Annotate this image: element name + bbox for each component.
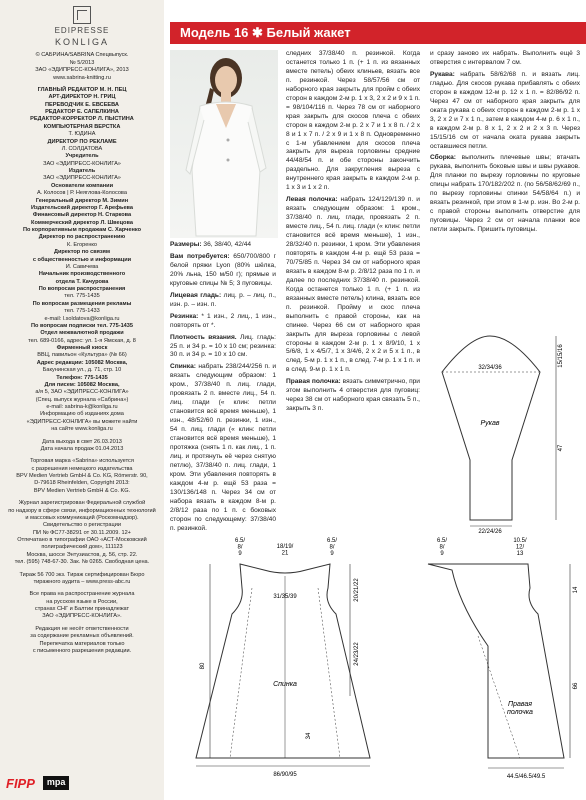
imprint-line: Свидетельство о регистрации [43,522,121,529]
imprint-line: по надзору в сфере связи, информационных технологий [8,507,156,514]
back-shoulder-right: 6.5/ 8/ 9 [326,538,338,557]
imprint-line: ДИРЕКТОР ПО РЕКЛАМЕ [47,138,117,145]
paragraph-heading: Рукава: [430,70,455,78]
imprint-line: Торговая марка «Sabrina» используется [30,458,134,465]
imprint-line: По вопросам распространения [38,286,126,293]
sleeve-cap-height: 15/15/16 [558,344,564,368]
front-hem-width: 44.5/46.5/49.5 [506,774,546,780]
text-column-1 [170,241,276,537]
imprint-line: По корпоративным продажам С. Харченко [22,227,142,234]
imprint-line: ЗАО «ЭДИПРЕСС-КОНЛИГА». [42,613,122,620]
instruction-paragraph [170,313,276,331]
instruction-paragraph [286,378,420,414]
imprint-line: РЕДАКТОР Е. САПЕЛКИНА [45,109,119,116]
paragraph-heading: Левая полочка: [286,196,338,204]
imprint-line: ЗАО «ЭДИПРЕСС-КОНЛИГА» [43,160,121,167]
paragraph-text: Лиц. гладь: 25 п. и 34 р. = 10 х 10 см; резинка: 30 п. и 34 р. = 10 х 10 см. [170,333,276,359]
back-side: 24/23/22 [354,642,360,666]
imprint-line: ВВЦ, павильон «Культура» (№ 66) [37,352,127,359]
imprint-line: Тираж 56 700 экз. Тираж сертифицирован Бюро [19,571,145,578]
imprint-line: Бакунинская ул., д. 71, стр. 10 [42,367,122,374]
imprint-line: ПИ № ФС77-38291 от 30.11.2009. 12+ [33,529,131,536]
imprint-line: АРТ-ДИРЕКТОР Н. ГРИЦ [48,94,116,101]
paragraph-heading: Размеры: [170,241,202,248]
back-shoulder-left: 6.5/ 8/ 9 [234,538,246,557]
imprint-line: По вопросам размещения рекламы [32,300,132,307]
imprint-line: Адрес редакции: 105082 Москва, [36,359,128,366]
paragraph-text: набрать 58/62/68 п. и вязать лиц. гладью. Для скосов рукава прибавлять с обеих сторон в каждом 12-м р. 12 х 1 п. = 82/86/92 п. Через 47 см от наборного края закрыть для оката рукава с обеих сторон в каждом 2-м р. 1 х 3, 2 х 2 и 7 х 1 п., затем в каждом 4-м р. 6 х 1 п., в каждом 2-м р. 8 х 1, 2 х 2 и 2 х 3 п. Через 15/15/16 см от начала оката рукава закрыть оставшиеся петли. [430,70,580,150]
imprint-line: на русском языке в России, [46,598,118,605]
back-lower: 34 [306,732,312,740]
paragraph-heading: Плотность вязания. [170,333,237,341]
sleeve-top-width: 32/34/36 [478,365,502,371]
imprint-line: с разрешения немецкого издательства [31,465,133,472]
imprint-line: Дата начала продаж 01.04.2013 [40,445,124,452]
imprint-line: Генеральный директор М. Зимин [35,197,129,204]
imprint-line: BPV Medien Vertrieb GmbH & Co. KG, Römerstr. 90, [16,473,148,480]
imprint-line: Начальник производственного [38,271,126,278]
imprint-column [0,0,164,800]
instruction-paragraph [170,363,276,533]
imprint-line: Москва, шоссе Энтузиастов, д. 56, стр. 22. [26,551,138,558]
publisher-logos [6,775,69,792]
instruction-paragraph [430,50,580,68]
paragraph-heading: Сборка: [430,154,456,162]
imprint-line: А. Колосов | Р. Неяглова-Колосова [37,190,127,197]
imprint-line: Фирменный киоск [56,345,108,352]
mpa-logo: mpa [43,776,70,790]
instruction-paragraph [170,334,276,361]
imprint-lines [4,52,160,655]
front-neck-width: 10.5/ 12/ 13 [513,538,527,557]
paragraph-heading: Спинка: [170,363,196,371]
imprint-line: с письменного разрешения редакции. [32,647,132,654]
imprint-line: Директор по распространению [38,234,126,241]
imprint-line: BPV Medien Vertrieb GmbH & Co. KG. [33,487,131,494]
woman-in-white-jacket-image [170,50,278,238]
imprint-line: Информацию об изданиях дома [40,411,124,418]
front-height: 66 [573,682,579,690]
paragraph-text: набрать 124/129/139 п. и вязать следующим образом: 1 кром., 37/38/40 п. лиц. глади, провязать 2 п. вместе лиц., 54 п. лиц. глади (« клин: петли становится всё время меньше), 1 изн., 28/32/40 п. резинки, 1 кром. Эти убавления повторять в каждом 4-м р. ещё 53 раза = 70/75/85 п. Через 34 см от наборного края вязать в каждом 8-м р. 2/8/12 раза по 1 п. и далее по последних 37/38/40 п. резинкой. Когда останется только 1 п. (+ 1 п. из вязанных вместе петель) клина, вязать все п. резинкой. Пройму и скос плеча выполнить с правой стороны, как на спинке. Через 66 см от наборного края закрыть для выреза горловины с левой стороны в каждом 2-м р. 1 х 8/9/10, 1 х 5/6/8, 1 х 4/5/7, 1 х 3/4/6, 2 х 2 и 5 х 1 п., в след. 5-м р. 1 х 1 п., в след. 7-м р. 1 х 1 п. и в след. 9-м р. 1 х 1 п. [286,196,420,374]
imprint-line: Журнал зарегистрирован Федеральной службой [18,500,146,507]
imprint-line: Директор по связям [53,249,111,256]
sleeve-bottom-width: 22/24/26 [478,529,502,534]
imprint-line: Телефон: 775-1435 [56,374,108,381]
imprint-line: тел. (595) 748-67-30. Зак. № 0265. Свободная цена. [14,559,150,566]
edipresse-logo-icon [73,6,91,24]
imprint-line: Издатель [68,168,96,175]
imprint-line: тел. 775-1433 [64,308,100,315]
imprint-line: Редакция не несёт ответственности [35,625,129,632]
imprint-line: тел. 689-0166, адрес: ул. 1-я Ямская, д. 8 [28,337,136,344]
imprint-line: Дата выхода в свет 26.03.2013 [42,438,122,445]
imprint-line: а/я 5, ЗАО «ЭДИПРЕСС-КОНЛИГА» [35,389,129,396]
instruction-paragraph [170,241,276,250]
imprint-line: тиражного аудита – www.press-abc.ru [33,578,131,585]
text-column-3 [430,50,580,238]
sleeve-length: 47 [558,444,564,452]
paragraph-heading: Правая полочка: [286,378,341,386]
paragraph-text: вязать симметрично, при этом выполнить 4 отверстия для пуговиц: через 38 см от наборного края связать 5 п., закрыть 3 п. [286,378,420,413]
imprint-line: Перепечатка материалов только [39,640,125,647]
imprint-line: Т. ЮДИНА [68,131,96,138]
paragraph-heading: Вам потребуется: [170,252,230,260]
imprint-line: Л. СОЛДАТОВА [61,145,103,152]
paragraph-text: набрать 238/244/256 п. и вязать следующим образом: 1 кром., 37/38/40 п. лиц. глади, провязать 2 п. вместе лиц., 54 п. лиц. глади (« клин: петли становится всё время меньше), 1 изн., 48/52/60 п. резинки, 1 изн., 54 п. лиц. глади (« клин: петли становится всё время меньше), 1 протяжка (снять 1 п. как лиц., 1 п. лиц. и протянуть её через снятую петлю), 37/38/40 п. лиц. глади, 1 кром. Эти убавления повторять в каждом 4-м р. ещё 53 раза = 130/136/148 п. Через 34 см от набора вязать в каждом 8-м р. 2/8/12 раза по 1 п. с боковых сторон по следующему: 37/38/40 п. резинкой. [170,363,276,532]
imprint-line: с общественностью и информации [32,256,132,263]
imprint-line: ЗАО «ЭДИПРЕСС-КОНЛИГА» [43,175,121,182]
imprint-line: ЗАО «ЭДИПРЕСС-КОНЛИГА», 2013 [35,67,129,74]
instruction-paragraph [430,71,580,152]
brand-line2: KONLIGA [54,36,109,47]
imprint-line: Все права на распространение журнала [29,591,135,598]
instruction-paragraph [170,253,276,289]
imprint-line: ГЛАВНЫЙ РЕДАКТОР М. Н. ПЕЦ [37,86,127,93]
imprint-line: D-79618 Rheinfelden, Copyright 2013: [34,480,130,487]
imprint-line: (Спец. выпуск журнала «Сабрина») [35,396,129,403]
back-hem-width: 86/90/95 [273,772,297,778]
imprint-line: Для писем: 105082 Москва, [44,381,120,388]
imprint-line: Учредитель [65,153,99,160]
instruction-paragraph [430,154,580,235]
paragraph-text: * 1 изн., 2 лиц., 1 изн., повторять от *. [170,312,276,329]
back-pattern [190,536,380,798]
back-label: Спинка [273,681,297,688]
paragraph-heading: Резинка: [170,312,199,320]
imprint-line: ПЕРЕВОДЧИК Е. ЕВСЕЕВА [45,101,119,108]
imprint-line: © САБРИНА/SABRINA Спецвыпуск. [35,52,129,59]
imprint-line: «ЭДИПРЕСС-КОНЛИГА» вы можете найти [26,418,138,425]
imprint-line: № 5/2013 [69,59,95,66]
paragraph-text: лиц. р. – лиц. п., изн. р. – изн. п. [170,291,276,308]
sleeve-pattern [430,330,586,534]
model-photo [170,50,278,238]
paragraph-text: следних 37/38/40 п. резинкой. Когда останется только 1 п. (+ 1 п. из вязанных вместе петель) обеих клиньев, вязать все п. резинкой. Через 58/57/56 см от наборного края закрыть для пройм с обеих сторон в каждом 2-м р. 1 х 3, 2 х 2 и 9 х 1 п. = 98/104/116 п. Через 78 см от наборного края закрыть для скосов плеча с обеих сторон в каждом 2-м р. 2 х 7 и 1 х 8 п. / 2 х 8 и 1 х 7 п. / 2 х 9 и 1 х 8 п. Одновременно с 1-м убавлением для скосов плеча закрыть для выреза горловины средние 44/48/54 п. и обе стороны закончить раздельно. Для закругления выреза с внутреннего края закрыть в каждом 2-м р. 1 х 3 и 1 х 2 п. [286,50,420,192]
model-title: Модель 16 ✱ Белый жакет [170,22,586,44]
imprint-line: К. Егоренко [66,241,98,248]
front-label: Правая полочка [507,701,533,716]
instruction-paragraph [286,196,420,375]
imprint-line: По вопросам подписки тел. 775-1435 [30,322,134,329]
imprint-line: тел. 775-1435 [64,293,100,300]
imprint-line: КОМПЬЮТЕРНАЯ ВЕРСТКА [43,123,121,130]
imprint-line: РЕДАКТОР-КОРРЕКТОР Л. ПЫСТИНА [30,116,134,123]
paragraph-text: 36, 38/40, 42/44 [201,241,252,248]
paragraph-text: 650/700/800 г белой пряжи Lyon (80% шёлка, 20% льна, 150 м/50 г); прямые и круговые спицы № 5; 3 пуговицы. [170,252,276,287]
brand-line1: EDIPRESSE [54,26,110,35]
imprint-line: полиграфический дом», 111123 [41,544,123,551]
imprint-line: на сайте www.konliga.ru [51,426,113,433]
imprint-line: Коммерческий директор Л. Швецова [31,219,133,226]
imprint-line: e-mail: sabrina-k@konliga.ru [46,404,118,411]
front-shoulder: 6.5/ 8/ 9 [436,538,448,557]
back-armhole: 20/21/22 [354,578,360,602]
instruction-paragraph [286,50,420,193]
imprint-line: www.sabrina-knitting.ru [53,74,111,81]
front-armhole: 14 [573,586,579,594]
text-column-2 [286,50,420,417]
back-height: 80 [200,662,206,670]
imprint-line: И. Савичева [65,263,99,270]
imprint-line: за содержание рекламных объявлений. [30,633,134,640]
imprint-line: e-mail: l.soldatova@konliga.ru [44,315,120,322]
sleeve-label: Рукав [480,420,500,427]
back-neck-width: 18/19/ 21 [276,544,294,557]
fipp-logo: FIPP [6,775,35,791]
imprint-line: Основатели компании [50,182,114,189]
paragraph-text: выполнить плечевые швы; втачать рукава, выполнить боковые швы и швы рукавов. Для планки по вырезу горловины по круговые спицы набрать 170/182/202 п. (по 56/58/62/69 п., по вырезу горловины спинки 54/58/64 п.) и вязать резинкой, при этом в 1-м р. изн. Во 2-м р. с правой стороны выполнить отверстие для пуговицы. Через 2 см от начала планки все петли закрыть. Пришить пуговицы. [430,154,580,234]
instruction-paragraph [170,292,276,310]
imprint-line: странах СНГ и Балтии принадлежат [34,606,130,613]
paragraph-heading: Лицевая гладь: [170,291,222,299]
imprint-line: Издательский директор Г. Арефьева [30,204,134,211]
imprint-line: Отдел межвалютной продажи [40,330,124,337]
back-width-top: 31/35/39 [273,594,297,600]
front-pattern [420,536,584,798]
imprint-line: отдела Т. Качурова [55,278,109,285]
imprint-line: Отпечатано в типографии ОАО «АСТ-Московский [17,537,147,544]
imprint-line: Финансовый директор Н. Старкова [32,212,132,219]
paragraph-text: и сразу заново их набрать. Выполнить ещё 3 отверстия с интервалом 7 см. [430,50,580,66]
imprint-line: и массовых коммуникаций (Роскомнадзор). [25,514,139,521]
